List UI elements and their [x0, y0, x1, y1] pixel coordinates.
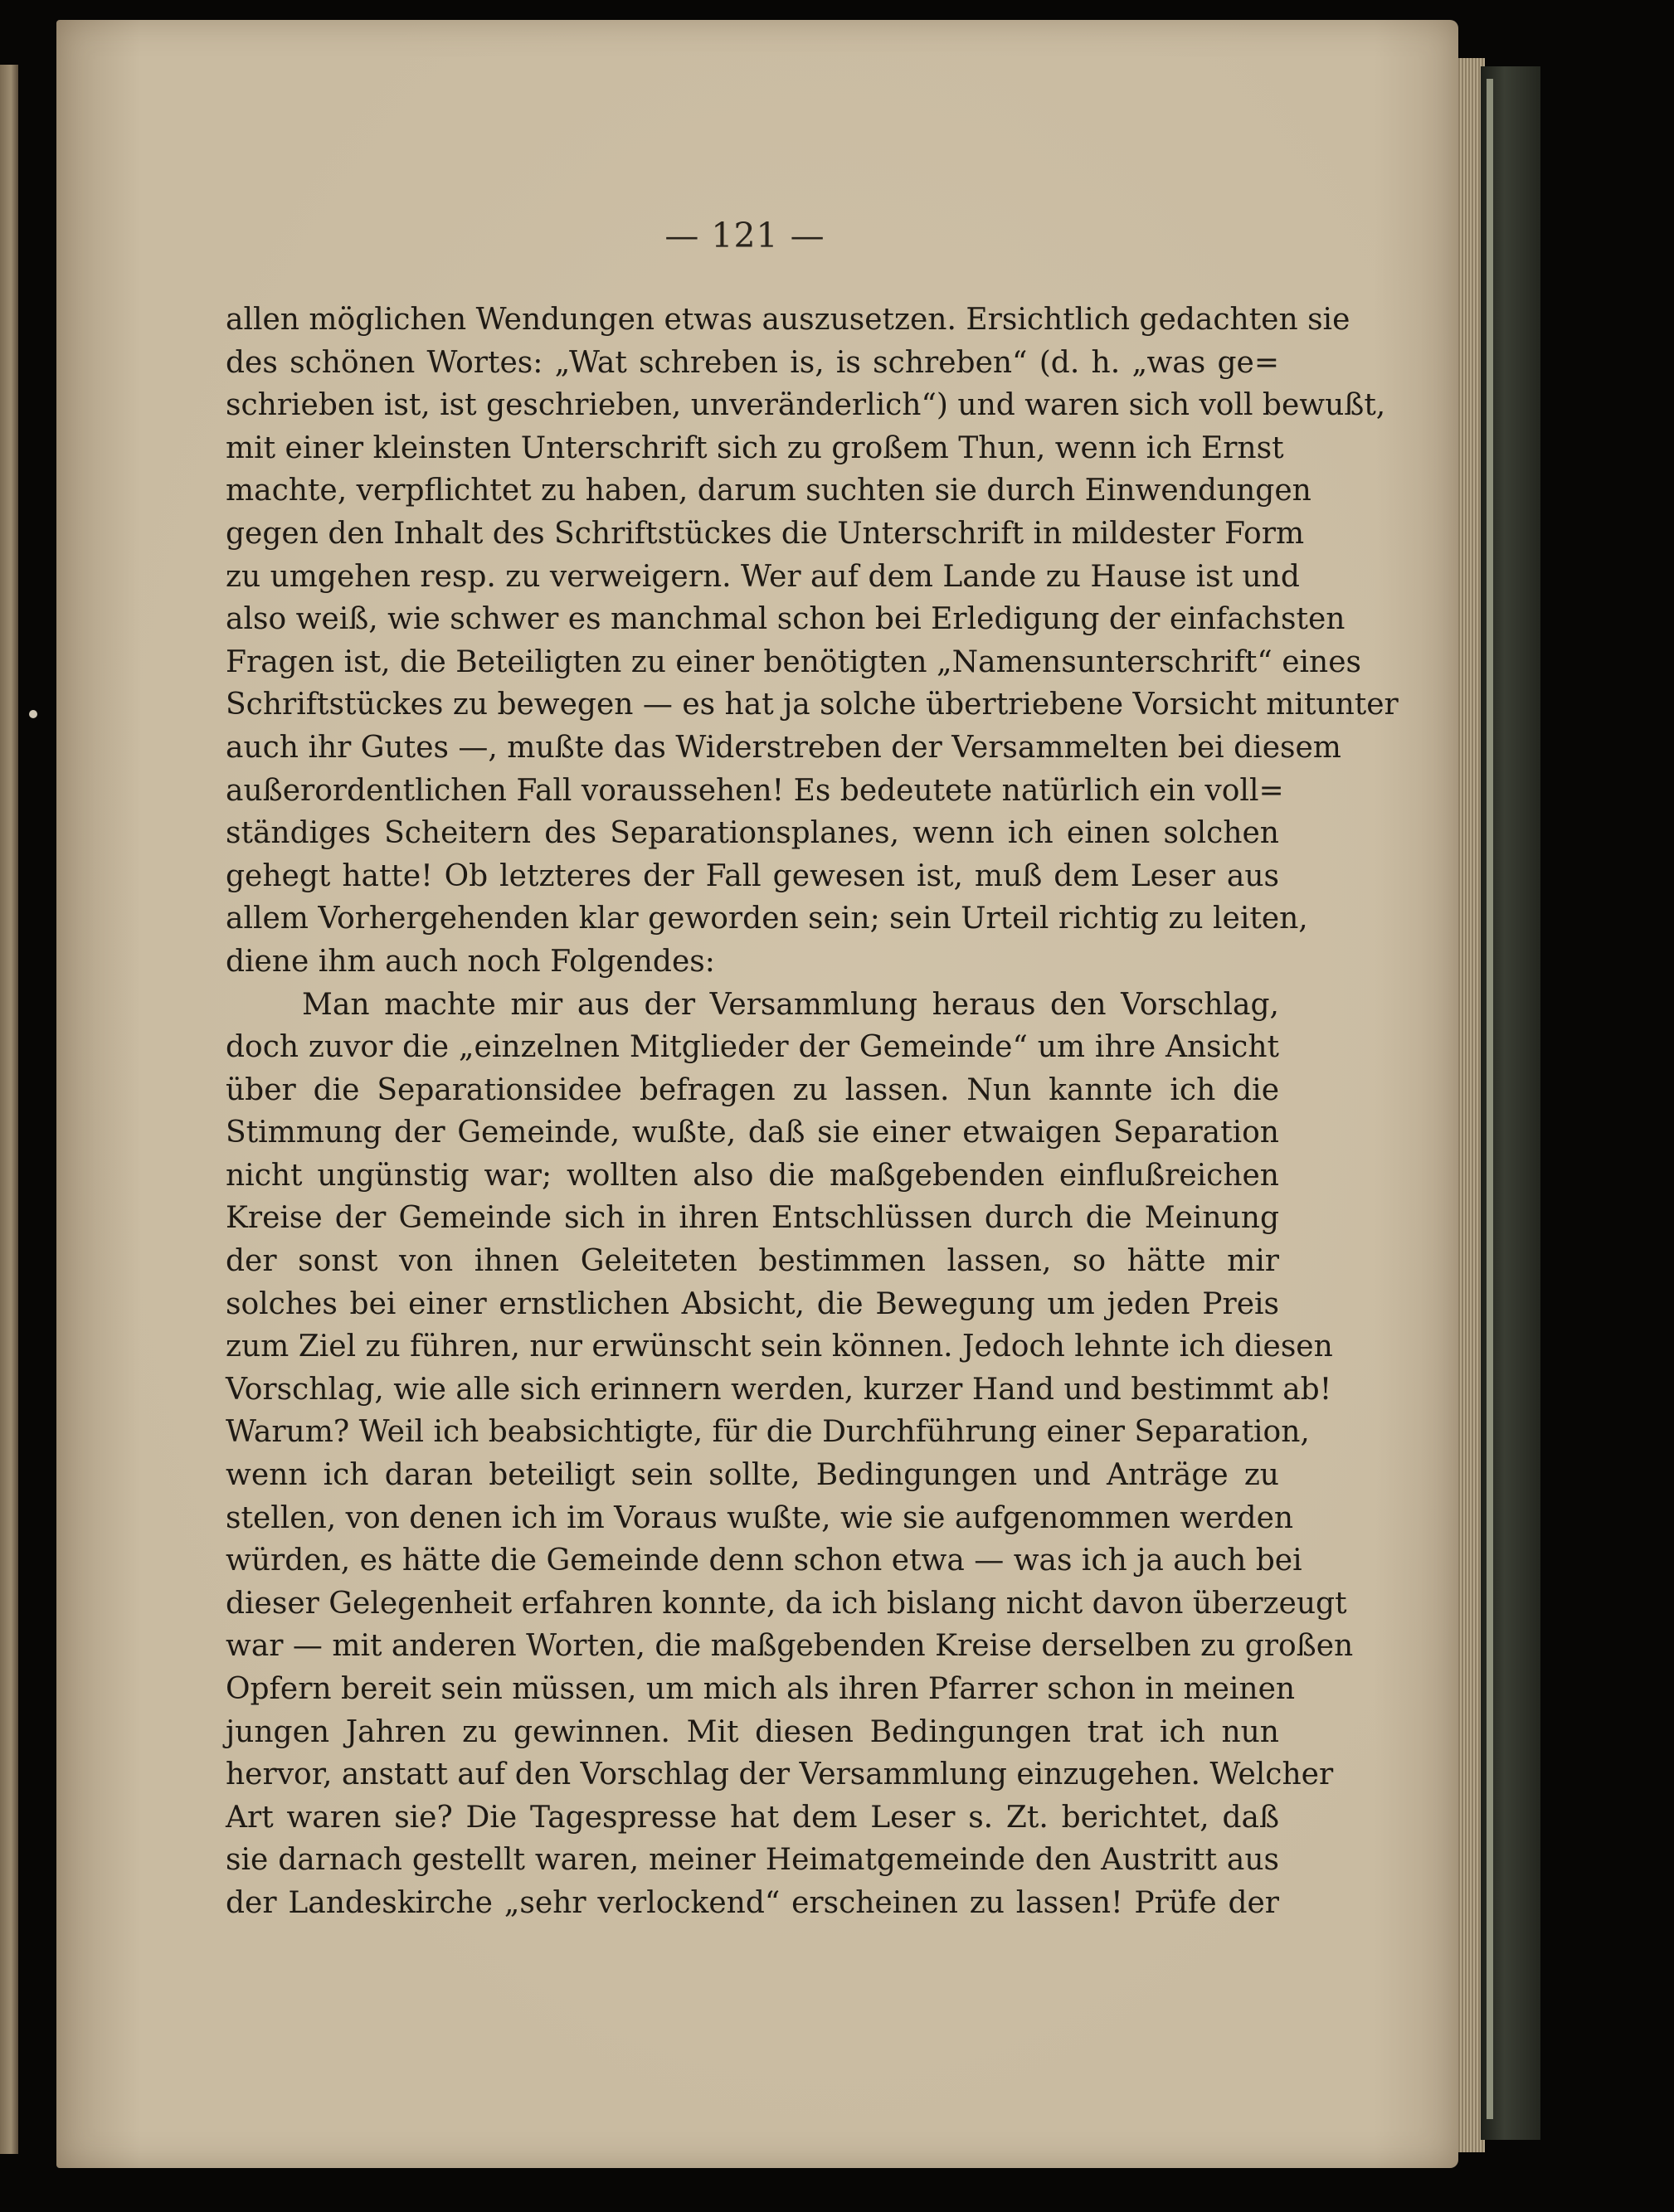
- text-line: wenn ich daran beteiligt sein sollte, Bedingungen und Anträge zu: [226, 1458, 1279, 1493]
- body-text: [226, 299, 1399, 1925]
- book-page: [56, 20, 1458, 2168]
- text-line: gehegt hatte! Ob letzteres der Fall gewesen ist, muß dem Leser aus: [226, 858, 1279, 893]
- text-line: machte, verpflichtet zu haben, darum suchten sie durch Einwendungen: [226, 474, 1311, 508]
- text-line: solches bei einer ernstlichen Absicht, die Bewegung um jeden Preis: [226, 1286, 1279, 1321]
- text-line: mit einer kleinsten Unterschrift sich zu großem Thun, wenn ich Ernst: [226, 430, 1284, 465]
- paragraph-first-line: Man machte mir aus der Versammlung heraus den Vorschlag,: [302, 987, 1279, 1022]
- text-line: dieser Gelegenheit erfahren konnte, da ich bislang nicht davon überzeugt: [226, 1586, 1347, 1621]
- page-number-text: — 121 —: [664, 216, 825, 255]
- text-line: allen möglichen Wendungen etwas auszusetzen. Ersichtlich gedachten sie: [226, 303, 1350, 337]
- text-line: jungen Jahren zu gewinnen. Mit diesen Bedingungen trat ich nun: [226, 1714, 1279, 1749]
- text-line: zu umgehen resp. zu verweigern. Wer auf dem Lande zu Hause ist und: [226, 559, 1300, 594]
- text-line: doch zuvor die „einzelnen Mitglieder der Gemeinde“ um ihre Ansicht: [226, 1030, 1279, 1065]
- left-page-edge: [0, 65, 18, 2154]
- text-line: allem Vorhergehenden klar geworden sein; sein Urteil richtig zu leiten,: [226, 902, 1308, 936]
- gutter-mark: [29, 710, 37, 718]
- text-line: der sonst von ihnen Geleiteten bestimmen lassen, so hätte mir: [226, 1244, 1279, 1279]
- text-line: war — mit anderen Worten, die maßgebenden Kreise derselben zu großen: [226, 1629, 1354, 1664]
- text-line: Schriftstückes zu bewegen — es hat ja solche übertriebene Vorsicht mitunter: [226, 688, 1399, 722]
- text-line: Kreise der Gemeinde sich in ihren Entschlüssen durch die Meinung: [226, 1201, 1279, 1236]
- text-line: über die Separationsidee befragen zu lassen. Nun kannte ich die: [226, 1072, 1279, 1107]
- text-line: also weiß, wie schwer es manchmal schon bei Erledigung der einfachsten: [226, 602, 1346, 637]
- text-line: Stimmung der Gemeinde, wußte, daß sie einer etwaigen Separation: [226, 1116, 1279, 1150]
- text-line: ständiges Scheitern des Separationsplanes, wenn ich einen solchen: [226, 816, 1279, 851]
- text-line: auch ihr Gutes —, mußte das Widerstreben der Versammelten bei diesem: [226, 730, 1341, 765]
- text-line: Vorschlag, wie alle sich erinnern werden, kurzer Hand und bestimmt ab!: [226, 1372, 1332, 1407]
- text-line: Art waren sie? Die Tagespresse hat dem Leser s. Zt. berichtet, daß: [226, 1800, 1279, 1835]
- text-line: stellen, von denen ich im Voraus wußte, wie sie aufgenommen werden: [226, 1500, 1294, 1535]
- text-line: sie darnach gestellt waren, meiner Heimatgemeinde den Austritt aus: [226, 1843, 1279, 1878]
- text-line: schrieben ist, ist geschrieben, unveränderlich“) und waren sich voll bewußt,: [226, 388, 1386, 423]
- text-line: Opfern bereit sein müssen, um mich als ihren Pfarrer schon in meinen: [226, 1672, 1296, 1706]
- text-line: des schönen Wortes: „Wat schreben is, is schreben“ (d. h. „was ge=: [226, 345, 1279, 380]
- text-line: außerordentlichen Fall voraussehen! Es bedeutete natürlich ein voll=: [226, 773, 1284, 808]
- text-line: Warum? Weil ich beabsichtigte, für die Durchführung einer Separation,: [226, 1415, 1310, 1450]
- text-line: gegen den Inhalt des Schriftstückes die Unterschrift in mildester Form: [226, 516, 1305, 551]
- text-line: Fragen ist, die Beteiligten zu einer benötigten „Namensunterschrift“ eines: [226, 644, 1362, 679]
- text-line: hervor, anstatt auf den Vorschlag der Versammlung einzugehen. Welcher: [226, 1757, 1334, 1792]
- text-line: diene ihm auch noch Folgendes:: [226, 944, 715, 979]
- cover-edge-highlight: [1487, 79, 1493, 2119]
- page-number: [56, 216, 1425, 255]
- text-line: nicht ungünstig war; wollten also die maßgebenden einflußreichen: [226, 1158, 1279, 1193]
- text-line: würden, es hätte die Gemeinde denn schon etwa — was ich ja auch bei: [226, 1544, 1302, 1578]
- text-line: zum Ziel zu führen, nur erwünscht sein können. Jedoch lehnte ich diesen: [226, 1330, 1333, 1364]
- text-line: der Landeskirche „sehr verlockend“ erscheinen zu lassen! Prüfe der: [226, 1885, 1279, 1920]
